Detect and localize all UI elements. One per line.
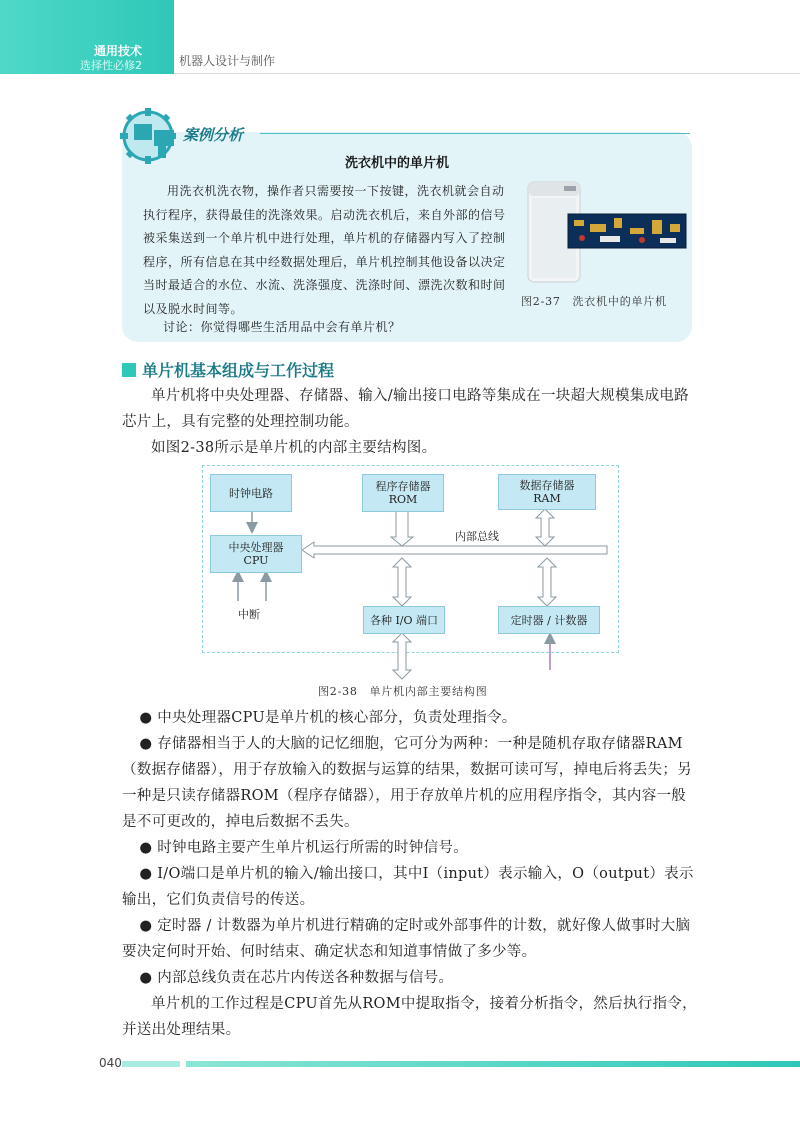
volume-title: 选择性必修2 xyxy=(80,59,142,72)
header-divider xyxy=(174,73,800,74)
bullet-memory: ● 存储器相当于人的大脑的记忆细胞，它可分为两种：一种是随机存取存储器RAM（数据存储器），用于存放输入的数据与运算的结果，数据可读可写，掉电后将丢失；另一种是只读存储器ROM（程序存储器），用于存放单片机的应用程序指令，其内容一般是不可更改的，掉电后数据不丢失。 xyxy=(122,736,692,830)
ram-abbr: RAM xyxy=(533,492,561,505)
rom-box xyxy=(362,474,444,512)
figure-reference: 如图2-38所示是单片机的内部主要结构图。 xyxy=(151,440,437,456)
section-heading xyxy=(122,358,334,381)
clock-label: 时钟电路 xyxy=(229,486,273,500)
page-number: 040 xyxy=(99,1056,122,1070)
bus-label: 内部总线 xyxy=(455,530,499,543)
rom-label: 程序存储器 xyxy=(375,480,431,493)
washing-machine-image xyxy=(520,178,690,286)
case-text: 用洗衣机洗衣物，操作者只需要按一下按键，洗衣机就会自动执行程序，获得最佳的洗涤效果。启动洗衣机后，来自外部的信号被采集送到一个单片机中进行处理，单片机的存储器内写入了控制程序，所有信息在其中经数据处理后，单片机控制其他设备以决定当时最适合的水位、水流、洗涤强度、洗涤时间、漂洗次数和时间以及脱水时间等。 xyxy=(143,184,506,316)
cpu-abbr: CPU xyxy=(243,554,269,567)
io-bus-arrow xyxy=(393,558,411,606)
header-tab xyxy=(0,0,174,74)
figure-caption-2-38: 图2-38 单片机内部主要结构图 xyxy=(318,685,488,698)
bullet-bus: ● 内部总线负责在芯片内传送各种数据与信号。 xyxy=(139,970,454,986)
gear-icon xyxy=(118,106,184,166)
io-label: 各种 I/O 端口 xyxy=(369,613,439,627)
cpu-box xyxy=(210,535,302,573)
io-port-box xyxy=(363,606,445,634)
closing-paragraph: 单片机的工作过程是CPU首先从ROM中提取指令，接着分析指令，然后执行指令，并送出处理结果。 xyxy=(122,996,697,1038)
intro-paragraph: 单片机将中央处理器、存储器、输入/输出接口电路等集成在一块超大规模集成电路芯片上，具有完整的处理控制功能。 xyxy=(122,388,689,430)
ram-label: 数据存储器 xyxy=(519,479,575,492)
timer-label: 定时器 / 计数器 xyxy=(510,613,588,627)
rom-bus-arrow xyxy=(391,511,413,546)
ram-bus-arrow xyxy=(536,509,554,546)
case-divider xyxy=(260,133,690,134)
rom-abbr: ROM xyxy=(388,493,418,506)
timer-counter-box xyxy=(498,606,600,634)
bullet-io: ● I/O端口是单片机的输入/输出接口，其中I（input）表示输入，O（output）表示输出，它们负责信号的传送。 xyxy=(122,866,694,908)
case-title: 洗衣机中的单片机 xyxy=(345,156,450,171)
footer-bar-short xyxy=(122,1061,180,1067)
case-label: 案例分析 xyxy=(183,126,244,144)
interrupt-label: 中断 xyxy=(238,608,260,621)
series-title: 通用技术 xyxy=(94,44,143,58)
cpu-label: 中央处理器 xyxy=(228,541,284,554)
figure-caption-2-37: 图2-37 洗衣机中的单片机 xyxy=(521,295,667,308)
bus-arrow xyxy=(302,542,607,558)
bullet-timer: ● 定时器 / 计数器为单片机进行精确的定时或外部事件的计数，就好像人做事时大脑要决定何时开始、何时结束、确定状态和知道事情做了多少等。 xyxy=(122,918,691,960)
section-heading-text: 单片机基本组成与工作过程 xyxy=(142,361,335,380)
section-marker xyxy=(122,363,136,377)
bullet-cpu: ● 中央处理器CPU是单片机的核心部分，负责处理指令。 xyxy=(139,710,517,726)
io-external-arrow xyxy=(393,633,411,679)
ram-box xyxy=(498,474,596,510)
bullet-list xyxy=(122,705,700,1043)
chapter-title: 机器人设计与制作 xyxy=(179,54,276,68)
timer-bus-arrow xyxy=(538,558,556,606)
bullet-clock: ● 时钟电路主要产生单片机运行所需的时钟信号。 xyxy=(139,840,469,856)
footer-bar-long xyxy=(186,1061,800,1067)
case-discussion: 讨论：你觉得哪些生活用品中会有单片机？ xyxy=(163,320,401,334)
clock-circuit-box xyxy=(210,474,292,512)
